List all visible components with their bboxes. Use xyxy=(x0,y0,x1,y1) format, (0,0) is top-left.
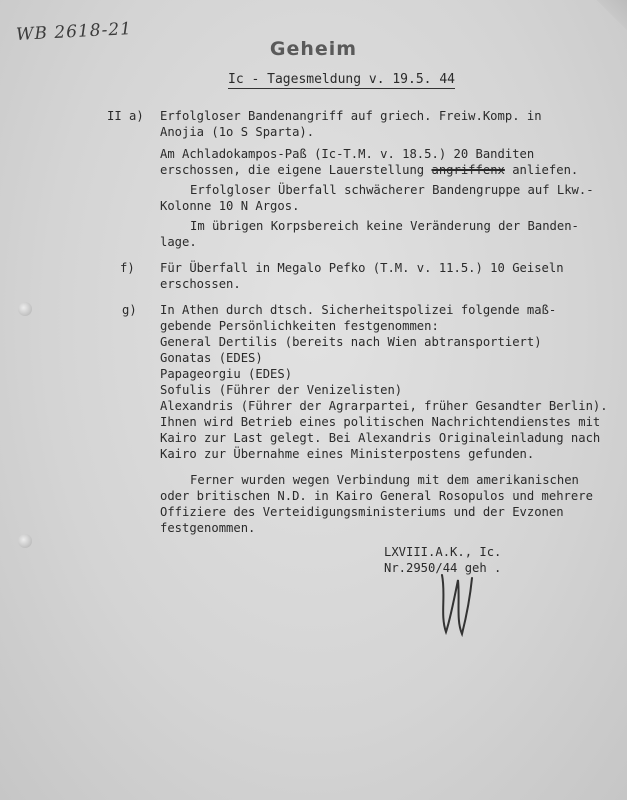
handwritten-reference: WB 2618-21 xyxy=(15,18,133,46)
section-f-marker: f) xyxy=(120,261,135,275)
section-a-marker: II a) xyxy=(107,109,144,123)
closing-line-3: Offiziere des Verteidigungsministeriums und der Evzonen xyxy=(160,505,564,519)
section-g-line-3: General Dertilis (bereits nach Wien abtransportiert) xyxy=(160,335,542,349)
section-a-p2-line-2: erschossen, die eigene Lauerstellung angriffenx anliefen. xyxy=(160,163,579,177)
section-f-line-2: erschossen. xyxy=(160,277,241,291)
punch-hole xyxy=(18,534,32,548)
section-a-p1-line-1: Erfolgloser Bandenangriff auf griech. Freiw.Komp. in xyxy=(160,109,542,123)
signature-unit: LXVIII.A.K., Ic. xyxy=(384,545,502,559)
classification-title: Geheim xyxy=(269,38,358,60)
section-g-line-9: Kairo zur Last gelegt. Bei Alexandris Originaleinladung nach xyxy=(160,431,601,445)
section-g-line-10: Kairo zur Übernahme eines Ministerpostens gefunden. xyxy=(160,447,535,461)
signature-number: Nr.2950/44 geh . xyxy=(384,561,502,575)
section-a-p2-line-1: Am Achladokampos-Paß (Ic-T.M. v. 18.5.) 20 Banditen xyxy=(160,147,535,161)
section-a-p4-line-1: Im übrigen Korpsbereich keine Veränderung der Banden- xyxy=(190,219,579,233)
closing-line-2: oder britischen N.D. in Kairo General Rosopulos und mehrere xyxy=(160,489,593,503)
section-a-p3-line-2: Kolonne 10 N Argos. xyxy=(160,199,300,213)
section-g-line-6: Sofulis (Führer der Venizelisten) xyxy=(160,383,403,397)
section-a-p4-line-2: lage. xyxy=(160,235,197,249)
section-g-line-8: Ihnen wird Betrieb eines politischen Nachrichtendienstes mit xyxy=(160,415,601,429)
section-g-line-5: Papageorgiu (EDES) xyxy=(160,367,293,381)
section-g-line-2: gebende Persönlichkeiten festgenommen: xyxy=(160,319,439,333)
section-a-p3-line-1: Erfolgloser Überfall schwächerer Bandengruppe auf Lkw.- xyxy=(190,183,594,197)
section-g-line-4: Gonatas (EDES) xyxy=(160,351,263,365)
report-subtitle: Ic - Tagesmeldung v. 19.5. 44 xyxy=(228,72,455,87)
handwritten-signature xyxy=(432,570,482,640)
section-g-line-7: Alexandris (Führer der Agrarpartei, früher Gesandter Berlin). xyxy=(160,399,608,413)
section-f-line-1: Für Überfall in Megalo Pefko (T.M. v. 11.5.) 10 Geiseln xyxy=(160,261,564,275)
closing-line-4: festgenommen. xyxy=(160,521,256,535)
closing-line-1: Ferner wurden wegen Verbindung mit dem amerikanischen xyxy=(190,473,579,487)
section-g-line-1: In Athen durch dtsch. Sicherheitspolizei folgende maß- xyxy=(160,303,557,317)
punch-hole xyxy=(18,302,32,316)
section-a-p1-line-2: Anojia (1o S Sparta). xyxy=(160,125,315,139)
struck-word: angriffenx xyxy=(431,163,505,177)
corner-fold xyxy=(597,0,627,30)
section-g-marker: g) xyxy=(122,303,137,317)
